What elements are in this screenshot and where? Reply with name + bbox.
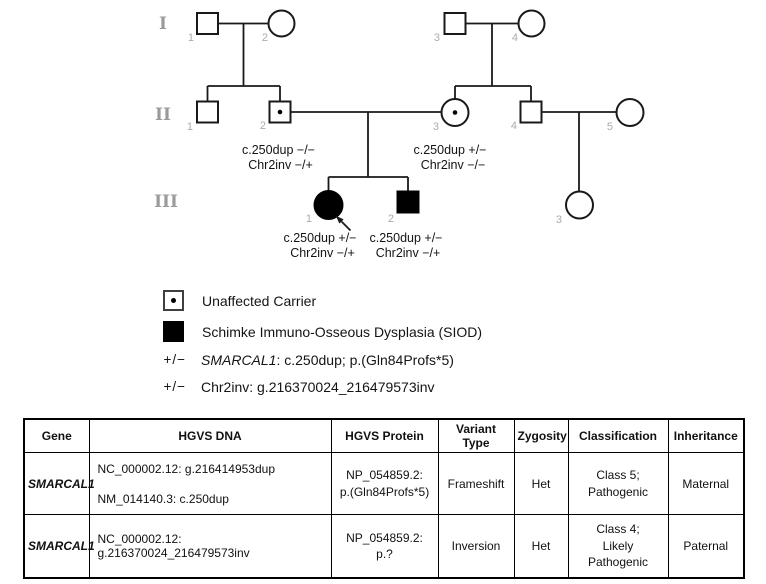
cell-hgvs-dna-1	[89, 453, 331, 515]
generation-II-label: II	[155, 105, 171, 125]
hgvs-protein-1-line1: NP_054859.2:	[346, 468, 423, 483]
cell-classification-1	[568, 453, 668, 515]
hgvs-protein-2-line1: NP_054859.2:	[346, 530, 423, 545]
header-variant-type: Variant Type	[438, 419, 514, 453]
pedigree-chart	[0, 0, 766, 272]
individual-I-4-female-symbol	[519, 11, 545, 37]
number-III-2: 2	[387, 213, 394, 225]
number-II-4: 4	[510, 120, 517, 132]
cell-variant-type-2: Inversion	[438, 515, 514, 578]
genotype-labels	[242, 143, 486, 260]
number-II-1: 1	[186, 121, 193, 133]
individual-III-1-affected-female-symbol	[315, 191, 343, 219]
cell-hgvs-protein-1	[331, 453, 438, 515]
cell-gene-2: SMARCAL1	[24, 515, 89, 578]
cell-inheritance-1: Maternal	[668, 453, 744, 515]
genotype-II-2-line1: c.250dup −/−	[242, 143, 315, 157]
legend-allele-prefix-1: +/−	[163, 352, 186, 367]
genotype-II-3-line2: Chr2inv −/−	[420, 158, 486, 172]
legend-affected-label: Schimke Immuno-Osseous Dysplasia (SIOD)	[202, 324, 483, 340]
hgvs-dna-1-line1: NC_000002.12: g.216414953dup	[97, 461, 275, 476]
classification-1-line1: Class 5;	[596, 468, 640, 483]
cell-variant-type-1: Frameshift	[438, 453, 514, 515]
individual-II-5-female-symbol	[617, 99, 644, 126]
classification-2-line1: Class 4;	[596, 522, 640, 537]
cell-hgvs-dna-2	[89, 515, 331, 578]
individual-II-4-male-symbol	[521, 102, 542, 123]
unaffected-carrier-icon	[163, 290, 184, 311]
generation-I-label: I	[159, 14, 167, 34]
number-II-2: 2	[259, 120, 266, 132]
individual-II-1-male-symbol	[197, 102, 218, 123]
genotype-II-2-line2: Chr2inv −/+	[248, 158, 313, 172]
number-III-3: 3	[555, 214, 562, 226]
legend-chr2inv-variant: Chr2inv: g.216370024_216479573inv	[201, 379, 435, 395]
cell-classification-2	[568, 515, 668, 578]
cell-zygosity-1: Het	[514, 453, 568, 515]
legend-smarcal1-variant	[201, 352, 454, 368]
legend-allele-prefix-2: +/−	[163, 379, 186, 394]
hgvs-protein-1-line2: p.(Gln84Profs*5)	[339, 484, 430, 499]
proband-arrow	[336, 216, 351, 231]
genotype-III-2-line1: c.250dup +/−	[369, 231, 443, 245]
legend-carrier-label: Unaffected Carrier	[202, 293, 317, 309]
header-hgvs-protein: HGVS Protein	[331, 419, 438, 453]
generation-labels	[154, 14, 178, 212]
number-II-3: 3	[432, 121, 439, 133]
header-inheritance: Inheritance	[668, 419, 744, 453]
table-header-row	[24, 419, 744, 453]
carrier-dot-icon	[171, 298, 176, 303]
classification-2-line2: Likely Pathogenic	[587, 538, 649, 569]
individual-I-3-male-symbol	[445, 13, 466, 34]
genotype-III-1-line1: c.250dup +/−	[283, 231, 357, 245]
variant-table	[23, 418, 745, 579]
header-classification: Classification	[568, 419, 668, 453]
classification-1-line2: Pathogenic	[587, 484, 649, 499]
hgvs-protein-2-line2: p.?	[376, 546, 393, 561]
genotype-II-3-line1: c.250dup +/−	[413, 143, 487, 157]
table-row	[24, 515, 744, 578]
cell-inheritance-2: Paternal	[668, 515, 744, 578]
genotype-III-1-line2: Chr2inv −/+	[290, 246, 355, 260]
hgvs-dna-2-line1: NC_000002.12: g.216370024_216479573inv	[97, 531, 250, 560]
generation-III-label: III	[154, 192, 178, 212]
table-row	[24, 453, 744, 515]
genotype-III-2-line2: Chr2inv −/+	[375, 246, 441, 260]
header-gene: Gene	[24, 419, 89, 453]
header-hgvs-dna: HGVS DNA	[89, 419, 331, 453]
number-I-3: 3	[433, 32, 440, 44]
legend-smarcal1-gene: SMARCAL1	[201, 352, 277, 368]
individual-I-1-male-symbol	[197, 13, 218, 34]
hgvs-dna-1-line2: NM_014140.3: c.250dup	[97, 491, 229, 506]
cell-gene-1: SMARCAL1	[24, 453, 89, 515]
legend-smarcal1-rest: : c.250dup; p.(Gln84Profs*5)	[276, 352, 454, 368]
affected-siod-icon	[163, 321, 184, 342]
number-I-2: 2	[261, 32, 268, 44]
number-I-1: 1	[187, 32, 194, 44]
individual-III-3-female-symbol	[566, 192, 593, 219]
number-II-5: 5	[606, 121, 613, 133]
cell-hgvs-protein-2	[331, 515, 438, 578]
number-I-4: 4	[511, 32, 518, 44]
number-III-1: 1	[305, 213, 312, 225]
cell-zygosity-2: Het	[514, 515, 568, 578]
individual-III-2-affected-male-symbol	[398, 192, 419, 213]
carrier-dot-II-2	[278, 110, 283, 115]
carrier-dot-II-3	[453, 110, 458, 115]
individual-I-2-female-symbol	[269, 11, 295, 37]
header-zygosity: Zygosity	[514, 419, 568, 453]
